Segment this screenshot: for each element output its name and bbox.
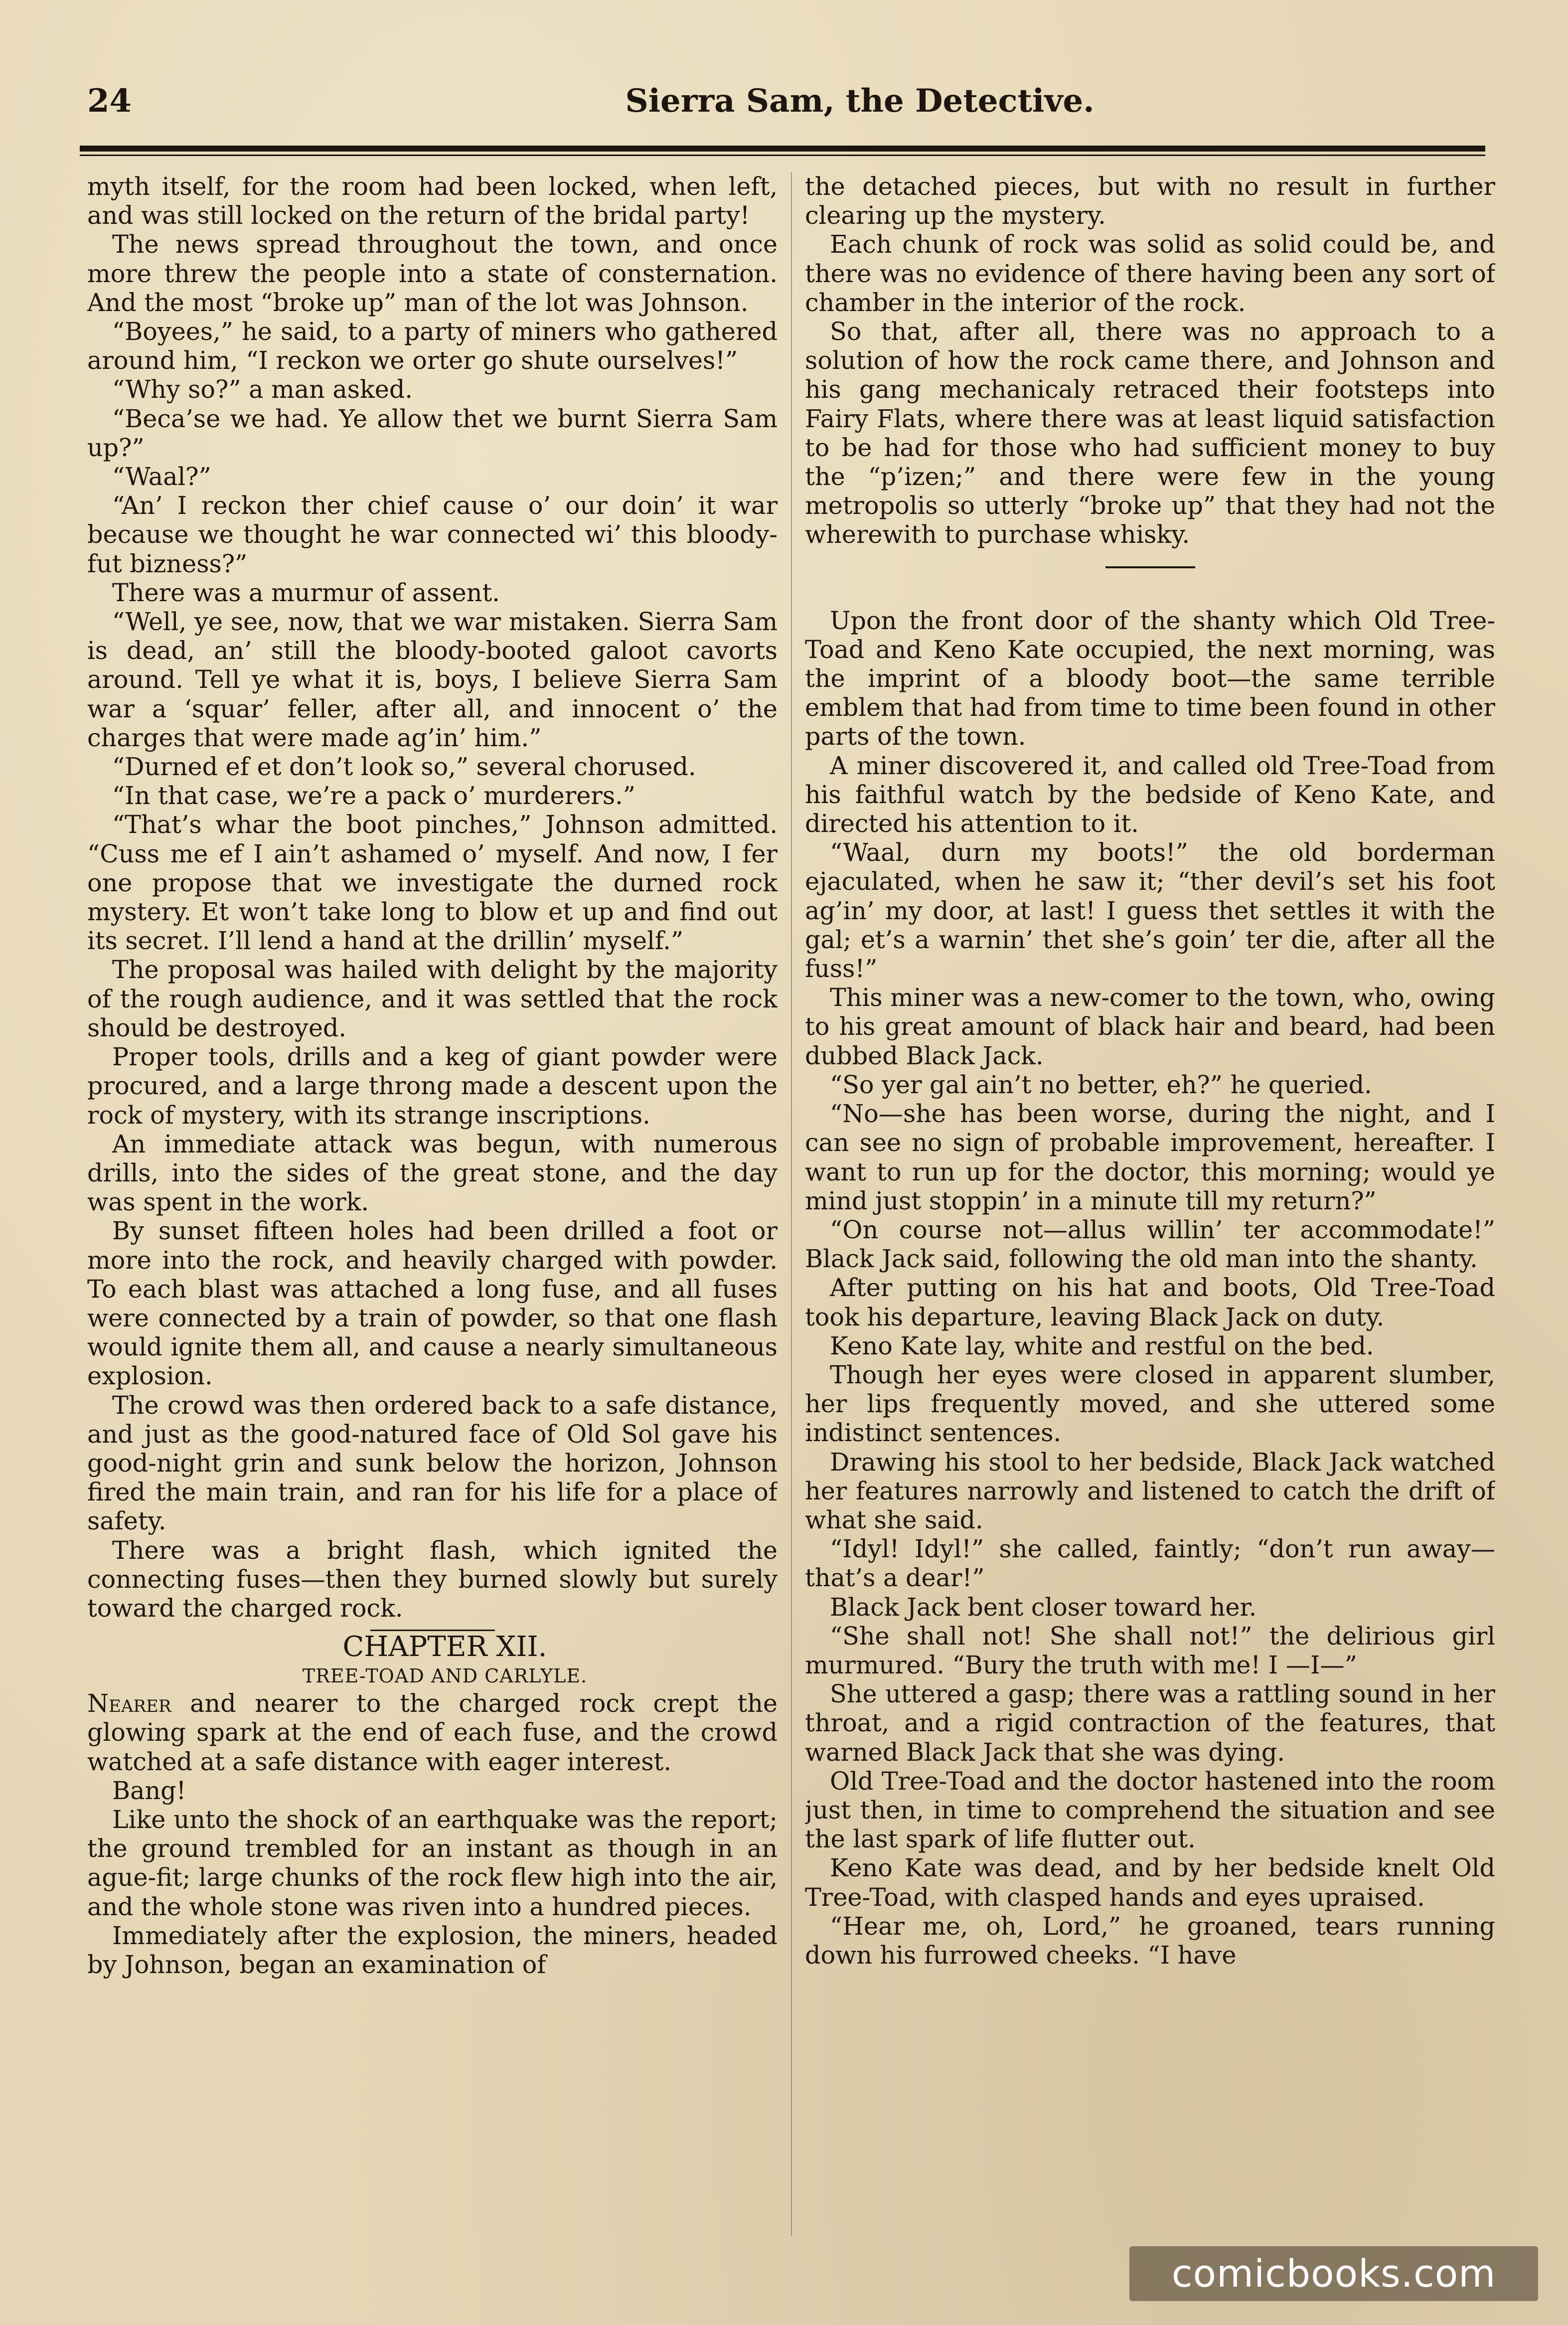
paragraph bbox=[87, 1689, 778, 1776]
chapter-subtitle: TREE-TOAD AND CARLYLE. bbox=[302, 1665, 588, 1687]
page-number: 24 bbox=[87, 82, 132, 120]
paragraph: “Well, ye see, now, that we war mistaken. Sierra Sam is dead, an’ still the bloody-booted galoot cavorts around. Tell ye what it is, boys, I believe Sierra Sam war a ‘squar’ feller, after all, and innocent o’ the charges that were made ag’in’ him.” bbox=[87, 607, 778, 752]
paragraph: “In that case, we’re a pack o’ murderers.” bbox=[112, 781, 635, 811]
paragraph: myth itself, for the room had been locked, when left, and was still locked on the return of the bridal party! bbox=[87, 172, 778, 230]
paragraph: She uttered a gasp; there was a rattling sound in her throat, and a rigid contraction of the features, that warned Black Jack that she was dying. bbox=[805, 1679, 1495, 1767]
paragraph: Like unto the shock of an earthquake was the report; the ground trembled for an instant as though in an ague-fit; large chunks of the rock flew high into the air, and the whole stone was riven into a hundred pieces. bbox=[87, 1805, 778, 1921]
right-column bbox=[805, 172, 1495, 2251]
paragraph: “Boyees,” he said, to a party of miners who gathered around him, “I reckon we orter go shute ourselves!” bbox=[87, 317, 778, 375]
page-header bbox=[87, 82, 1483, 127]
paragraph: A miner discovered it, and called old Tree-Toad from his faithful watch by the bedside of Keno Kate, and directed his attention to it. bbox=[805, 751, 1495, 838]
paragraph: The proposal was hailed with delight by the majority of the rough audience, and it was settled that the rock should be destroyed. bbox=[87, 955, 778, 1042]
paragraph: “Why so?” a man asked. bbox=[112, 375, 413, 404]
paragraph: Black Jack bent closer toward her. bbox=[830, 1592, 1257, 1622]
paragraph: “Beca’se we had. Ye allow thet we burnt Sierra Sam up?” bbox=[87, 404, 778, 462]
header-rule-thick bbox=[80, 146, 1485, 152]
chapter-paragraphs bbox=[87, 1689, 778, 1979]
paragraph: The news spread throughout the town, and once more threw the people into a state of consternation. And the most “broke up” man of the lot was Johnson. bbox=[87, 230, 778, 317]
paragraph: “Waal, durn my boots!” the old borderman ejaculated, when he saw it; “ther devil’s set his foot ag’in’ my door, at last! I guess thet settles it with the gal; et’s a warnin’ thet she’s goin’ ter die, after all the fuss!” bbox=[805, 838, 1495, 984]
chapter-heading: CHAPTER XII. bbox=[342, 1631, 547, 1663]
paragraph: “Durned ef et don’t look so,” several chorused. bbox=[112, 752, 696, 782]
left-column-paragraphs bbox=[87, 172, 778, 1623]
paragraph: After putting on his hat and boots, Old Tree-Toad took his departure, leaving Black Jack on duty. bbox=[805, 1273, 1495, 1331]
paragraph: Immediately after the explosion, the miners, headed by Johnson, began an examination of bbox=[87, 1921, 778, 1979]
paragraph: Keno Kate was dead, and by her bedside knelt Old Tree-Toad, with clasped hands and eyes upraised. bbox=[805, 1853, 1495, 1912]
right-column-paragraphs-bottom bbox=[805, 606, 1495, 1970]
paragraph: The crowd was then ordered back to a safe distance, and just as the good-natured face of Old Sol gave his good-night grin and sunk below the horizon, Johnson fired the main train, and ran for his life for a place of safety. bbox=[87, 1390, 778, 1536]
column-divider bbox=[791, 172, 792, 2236]
paragraph: the detached pieces, but with no result in further clearing up the mystery. bbox=[805, 172, 1495, 230]
paragraph: Though her eyes were closed in apparent slumber, her lips frequently moved, and she uttered some indistinct sentences. bbox=[805, 1360, 1495, 1448]
running-title: Sierra Sam, the Detective. bbox=[625, 82, 1095, 120]
paragraph: Upon the front door of the shanty which Old Tree-Toad and Keno Kate occupied, the next morning, was the imprint of a bloody boot—the same terrible emblem that had from time to time been found in other parts of the town. bbox=[805, 606, 1495, 751]
paragraph: “Idyl! Idyl!” she called, faintly; “don’t run away—that’s a dear!” bbox=[805, 1534, 1495, 1593]
paragraph: “On course not—allus willin’ ter accommodate!” Black Jack said, following the old man into the shanty. bbox=[805, 1215, 1495, 1274]
paragraph: Drawing his stool to her bedside, Black Jack watched her features narrowly and listened to catch the drift of what she said. bbox=[805, 1447, 1495, 1534]
paragraph: “That’s whar the boot pinches,” Johnson admitted. “Cuss me ef I ain’t ashamed o’ myself. And now, I fer one propose that we investigate the durned rock mystery. Et won’t take long to blow et up and find out its secret. I’ll lend a hand at the drillin’ myself.” bbox=[87, 810, 778, 956]
paragraph: There was a bright flash, which ignited the connecting fuses—then they burned slowly but surely toward the charged rock. bbox=[87, 1535, 778, 1623]
chapter-first-text: and nearer to the charged rock crept the glowing spark at the end of each fuse, and the crowd watched at a safe distance with eager interest. bbox=[87, 1689, 778, 1776]
paragraph: Proper tools, drills and a keg of giant powder were procured, and a large throng made a descent upon the rock of mystery, with its strange inscriptions. bbox=[87, 1042, 778, 1130]
paragraph: “She shall not! She shall not!” the delirious girl murmured. “Bury the truth with me! I —I—” bbox=[805, 1621, 1495, 1679]
paragraph: “So yer gal ain’t no better, eh?” he queried. bbox=[830, 1070, 1372, 1099]
paragraph: “Hear me, oh, Lord,” he groaned, tears running down his furrowed cheeks. “I have bbox=[805, 1911, 1495, 1970]
header-rule-thin bbox=[80, 155, 1485, 156]
watermark: comicbooks.com bbox=[1129, 2246, 1538, 2301]
paragraph: Bang! bbox=[112, 1776, 186, 1805]
paragraph: “Waal?” bbox=[112, 462, 211, 492]
right-column-paragraphs-top bbox=[805, 172, 1495, 549]
paragraph: By sunset fifteen holes had been drilled a foot or more into the rock, and heavily charged with powder. To each blast was attached a long fuse, and all fuses were connected by a train of powder, so that one flash would ignite them all, and cause a nearly simultaneous explosion. bbox=[87, 1216, 778, 1391]
paragraph: So that, after all, there was no approach to a solution of how the rock came there, and Johnson and his gang mechanicaly retraced their footsteps into Fairy Flats, where there was at least liquid satisfaction to be had for those who had sufficient money to buy the “p’izen;” and there were few in the young metropolis so utterly “broke up” that they had not the wherewith to purchase whisky. bbox=[805, 317, 1495, 549]
paragraph: Old Tree-Toad and the doctor hastened into the room just then, in time to comprehend the situation and see the last spark of life flutter out. bbox=[805, 1766, 1495, 1854]
left-column bbox=[87, 172, 778, 2251]
paragraph: This miner was a new-comer to the town, who, owing to his great amount of black hair and beard, had been dubbed Black Jack. bbox=[805, 983, 1495, 1070]
section-break-rule bbox=[1105, 566, 1195, 568]
paragraph: There was a murmur of assent. bbox=[112, 578, 500, 607]
paragraph: Each chunk of rock was solid as solid could be, and there was no evidence of there having been any sort of chamber in the interior of the rock. bbox=[805, 230, 1495, 317]
paragraph: “An’ I reckon ther chief cause o’ our doin’ it war because we thought he war connected wi’ this bloody-fut bizness?” bbox=[87, 491, 778, 578]
paragraph: Keno Kate lay, white and restful on the bed. bbox=[830, 1331, 1374, 1360]
paragraph: “No—she has been worse, during the night, and I can see no sign of probable improvement, hereafter. I want to run up for the doctor, this morning; would ye mind just stoppin’ in a minute till my return?” bbox=[805, 1099, 1495, 1215]
chapter-lead-word: Nearer bbox=[87, 1689, 171, 1718]
paragraph: An immediate attack was begun, with numerous drills, into the sides of the great stone, and the day was spent in the work. bbox=[87, 1129, 778, 1217]
